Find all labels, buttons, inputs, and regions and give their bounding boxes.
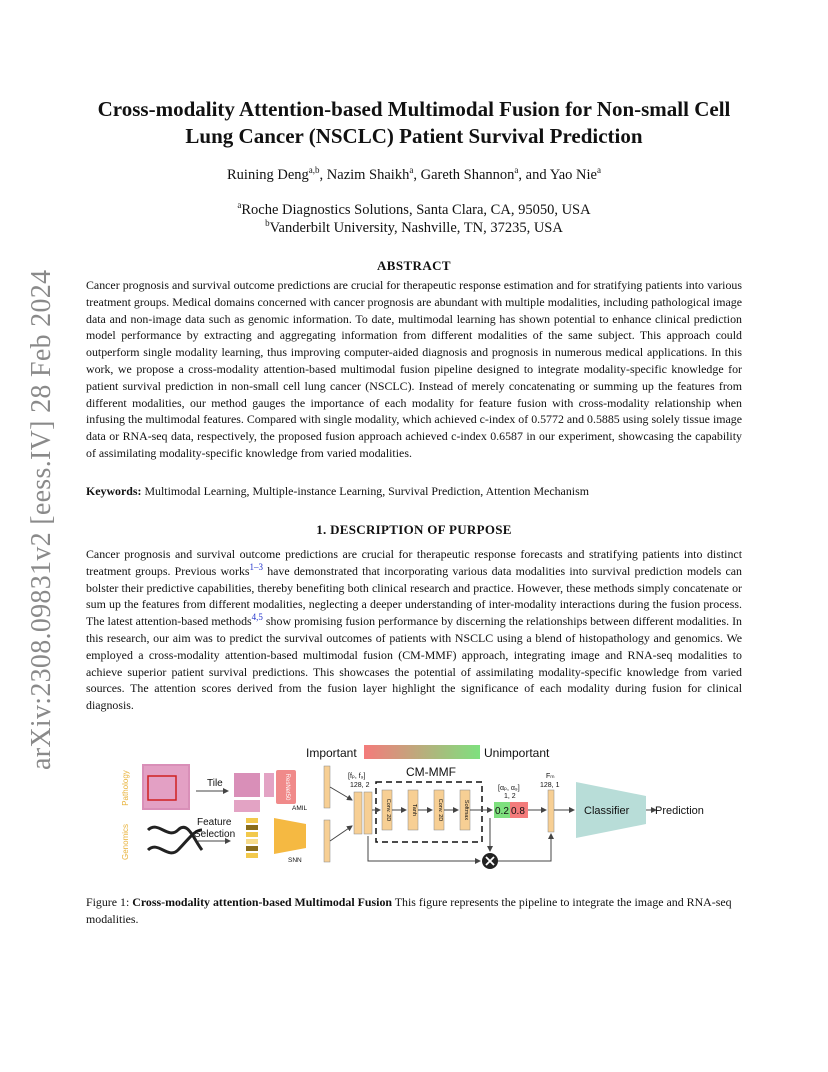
keywords-label: Keywords: [86, 484, 142, 498]
affiliation-mark: a [237, 200, 242, 211]
importance-gradient-bar [364, 745, 480, 759]
title-line-1: Cross-modality Attention-based Multimodal Fusion for Non-small Cell [97, 97, 731, 121]
gene-bar [246, 853, 258, 858]
body-text: have demonstrated that incorporating various data modalities into survival prediction models can bolster their predictive capabilities, thereby benefiting both clinical research and practice. However, these methods simply concatenate or sum up the features from different modalities, neglecting a deeper understanding of inter-modality interactions during the fusion process. The latest attention-based methods [86, 563, 742, 629]
cm-mmf-label: CM-MMF [406, 765, 456, 779]
tile-patch [234, 800, 260, 812]
gene-feature-bars [246, 818, 258, 858]
tile-patch [264, 773, 274, 797]
paper-title [70, 96, 758, 150]
abstract-heading: ABSTRACT [377, 258, 451, 273]
keywords [86, 484, 742, 499]
affiliation-line [70, 219, 758, 237]
score-pathology: 0.2 [495, 806, 509, 817]
pathology-feature-vector [324, 766, 330, 808]
keywords-text: Multimodal Learning, Multiple-instance Learning, Survival Prediction, Attention Mechanism [144, 484, 589, 498]
author-affil-mark: a [514, 165, 519, 176]
author-name: Nazim Shaikh [326, 167, 410, 183]
section-body [86, 546, 742, 714]
tile-label: Tile [207, 778, 223, 789]
figure-caption [86, 894, 742, 928]
slide-texture [144, 766, 188, 808]
body-text: Cancer prognosis and survival outcome predictions are crucial for therapeutic response forecasts and stratifying patients into distinct treatment groups. Previous works [86, 547, 742, 578]
genomics-feature-vector [324, 820, 330, 862]
author-affil-mark: a [596, 165, 601, 176]
classifier-label: Classifier [584, 805, 630, 817]
author-name: Gareth Shannon [420, 167, 515, 183]
author-separator: , [413, 167, 421, 183]
fused-output-vector [548, 790, 554, 832]
resnet-label: ResNet50 [284, 773, 290, 801]
prediction-label: Prediction [655, 805, 704, 817]
snn-label: SNN [288, 857, 302, 864]
author-name: Yao Nie [549, 167, 597, 183]
fused-feature-map-2 [364, 792, 372, 834]
section-heading: 1. DESCRIPTION OF PURPOSE [316, 522, 512, 537]
caption-text: This figure represents the pipeline to integrate the image and RNA-seq modalities. [86, 895, 732, 926]
affiliation-line [70, 201, 758, 219]
genomics-label: Genomics [121, 823, 130, 861]
snn-block [274, 818, 306, 854]
citation-link[interactable]: 4,5 [251, 612, 263, 623]
affiliation-text: Roche Diagnostics Solutions, Santa Clara, CA, 95050, USA [241, 202, 591, 218]
fm-dim: 128, 1 [540, 782, 560, 789]
arrow-fv-g [330, 826, 352, 841]
gene-bar [246, 825, 258, 830]
citation-link[interactable]: 1–3 [249, 561, 264, 572]
feature-selection-label-1: Feature [197, 817, 232, 828]
author-separator: , and [518, 167, 550, 183]
pathology-label: Pathology [121, 770, 130, 806]
arxiv-identifier: arXiv:2308.09831v2 [eess.IV] 28 Feb 2024 [26, 269, 57, 770]
arrow-fv-p [330, 787, 352, 800]
author-affil-mark: a [409, 165, 414, 176]
affiliation-text: Vanderbilt University, Nashville, TN, 37235, USA [269, 220, 563, 236]
gene-bar [246, 846, 258, 851]
skip-connection-line [368, 836, 480, 861]
important-label: Important [306, 746, 357, 760]
score-genomics: 0.8 [511, 806, 525, 817]
fused-feature-map-1 [354, 792, 362, 834]
fm-label: Fₘ [546, 773, 555, 780]
alpha-label: [αₚ, α₉] [498, 785, 520, 792]
affiliations [70, 201, 758, 237]
multiply-to-fm-line [498, 834, 551, 861]
feature-selection-label-2: Selection [194, 829, 236, 840]
affiliation-mark: b [265, 218, 270, 229]
fpfg-dim: 128, 2 [350, 782, 370, 789]
caption-title: Cross-modality attention-based Multimodal Fusion [132, 895, 393, 909]
tanh-label: Tanh [411, 804, 417, 816]
conv2d-label-2: Conv. 2D [437, 798, 443, 822]
tile-patch [234, 773, 260, 797]
title-line-2: Lung Cancer (NSCLC) Patient Survival Prediction [185, 124, 643, 148]
author-separator: , [319, 167, 327, 183]
gene-bar [246, 818, 258, 823]
gene-bar [246, 839, 258, 844]
softmax-label: Softmax [463, 799, 469, 821]
caption-label: Figure 1: [86, 895, 130, 909]
author-affil-mark: a,b [308, 165, 320, 176]
conv2d-label-1: Conv. 2D [385, 798, 391, 822]
abstract-body: Cancer prognosis and survival outcome predictions are crucial for therapeutic response estimation and for stratifying patients into various treatment groups. Medical domains concerned with cancer prognosis are abundant with multiple modalities, including pathological image data and non-image data such as genomic information. To date, multimodal learning has shown potential to enhance clinical prediction model performance by extracting and aggregating information from different modalities of the same subject. This approach could outperform single modality learning, thus improving computer-aided diagnosis and prognosis in numerous medical applications. In this work, we propose a cross-modality attention-based multimodal fusion pipeline designed to integrate modality-specific knowledge for patient survival prediction in non-small cell lung cancer (NSCLC). Instead of merely concatenating or summing up the features from different modalities, our method gauges the importance of each modality for feature fusion with cross-modality relationship when infusing the multimodal features. Compared with single modality, which achieved c-index of 0.5772 and 0.5885 using solely tissue image data or RNA-seq data, respectively, the proposed fusion approach achieved c-index 0.6587 in our experiment, showcasing the capability of assimilating modality-specific knowledge from varied modalities. [86, 278, 742, 460]
body-text: show promising fusion performance by discerning the relationships between different modalities. In this research, our aim was to predict the survival outcomes of patients with NSCLC using a blend of histopathology and genomics. We employed a cross-modality attention-based multimodal fusion (CM-MMF) approach, integrating image and RNA-seq modalities to achieve superior patient survival predictions. This showcases the potential of assimilating modality-specific knowledge from varied sources. The attention scores derived from the fusion layer highlight the significance of each modality during fusion for clinical diagnosis. [86, 614, 742, 713]
fpfg-label: [fₚ, f₉] [348, 773, 366, 780]
gene-bar [246, 832, 258, 837]
author-name: Ruining Deng [227, 167, 309, 183]
unimportant-label: Unimportant [484, 746, 550, 760]
figure-diagram [110, 740, 730, 890]
author-list [70, 167, 758, 184]
amil-label: AMIL [292, 805, 308, 812]
alpha-dim: 1, 2 [504, 793, 516, 800]
